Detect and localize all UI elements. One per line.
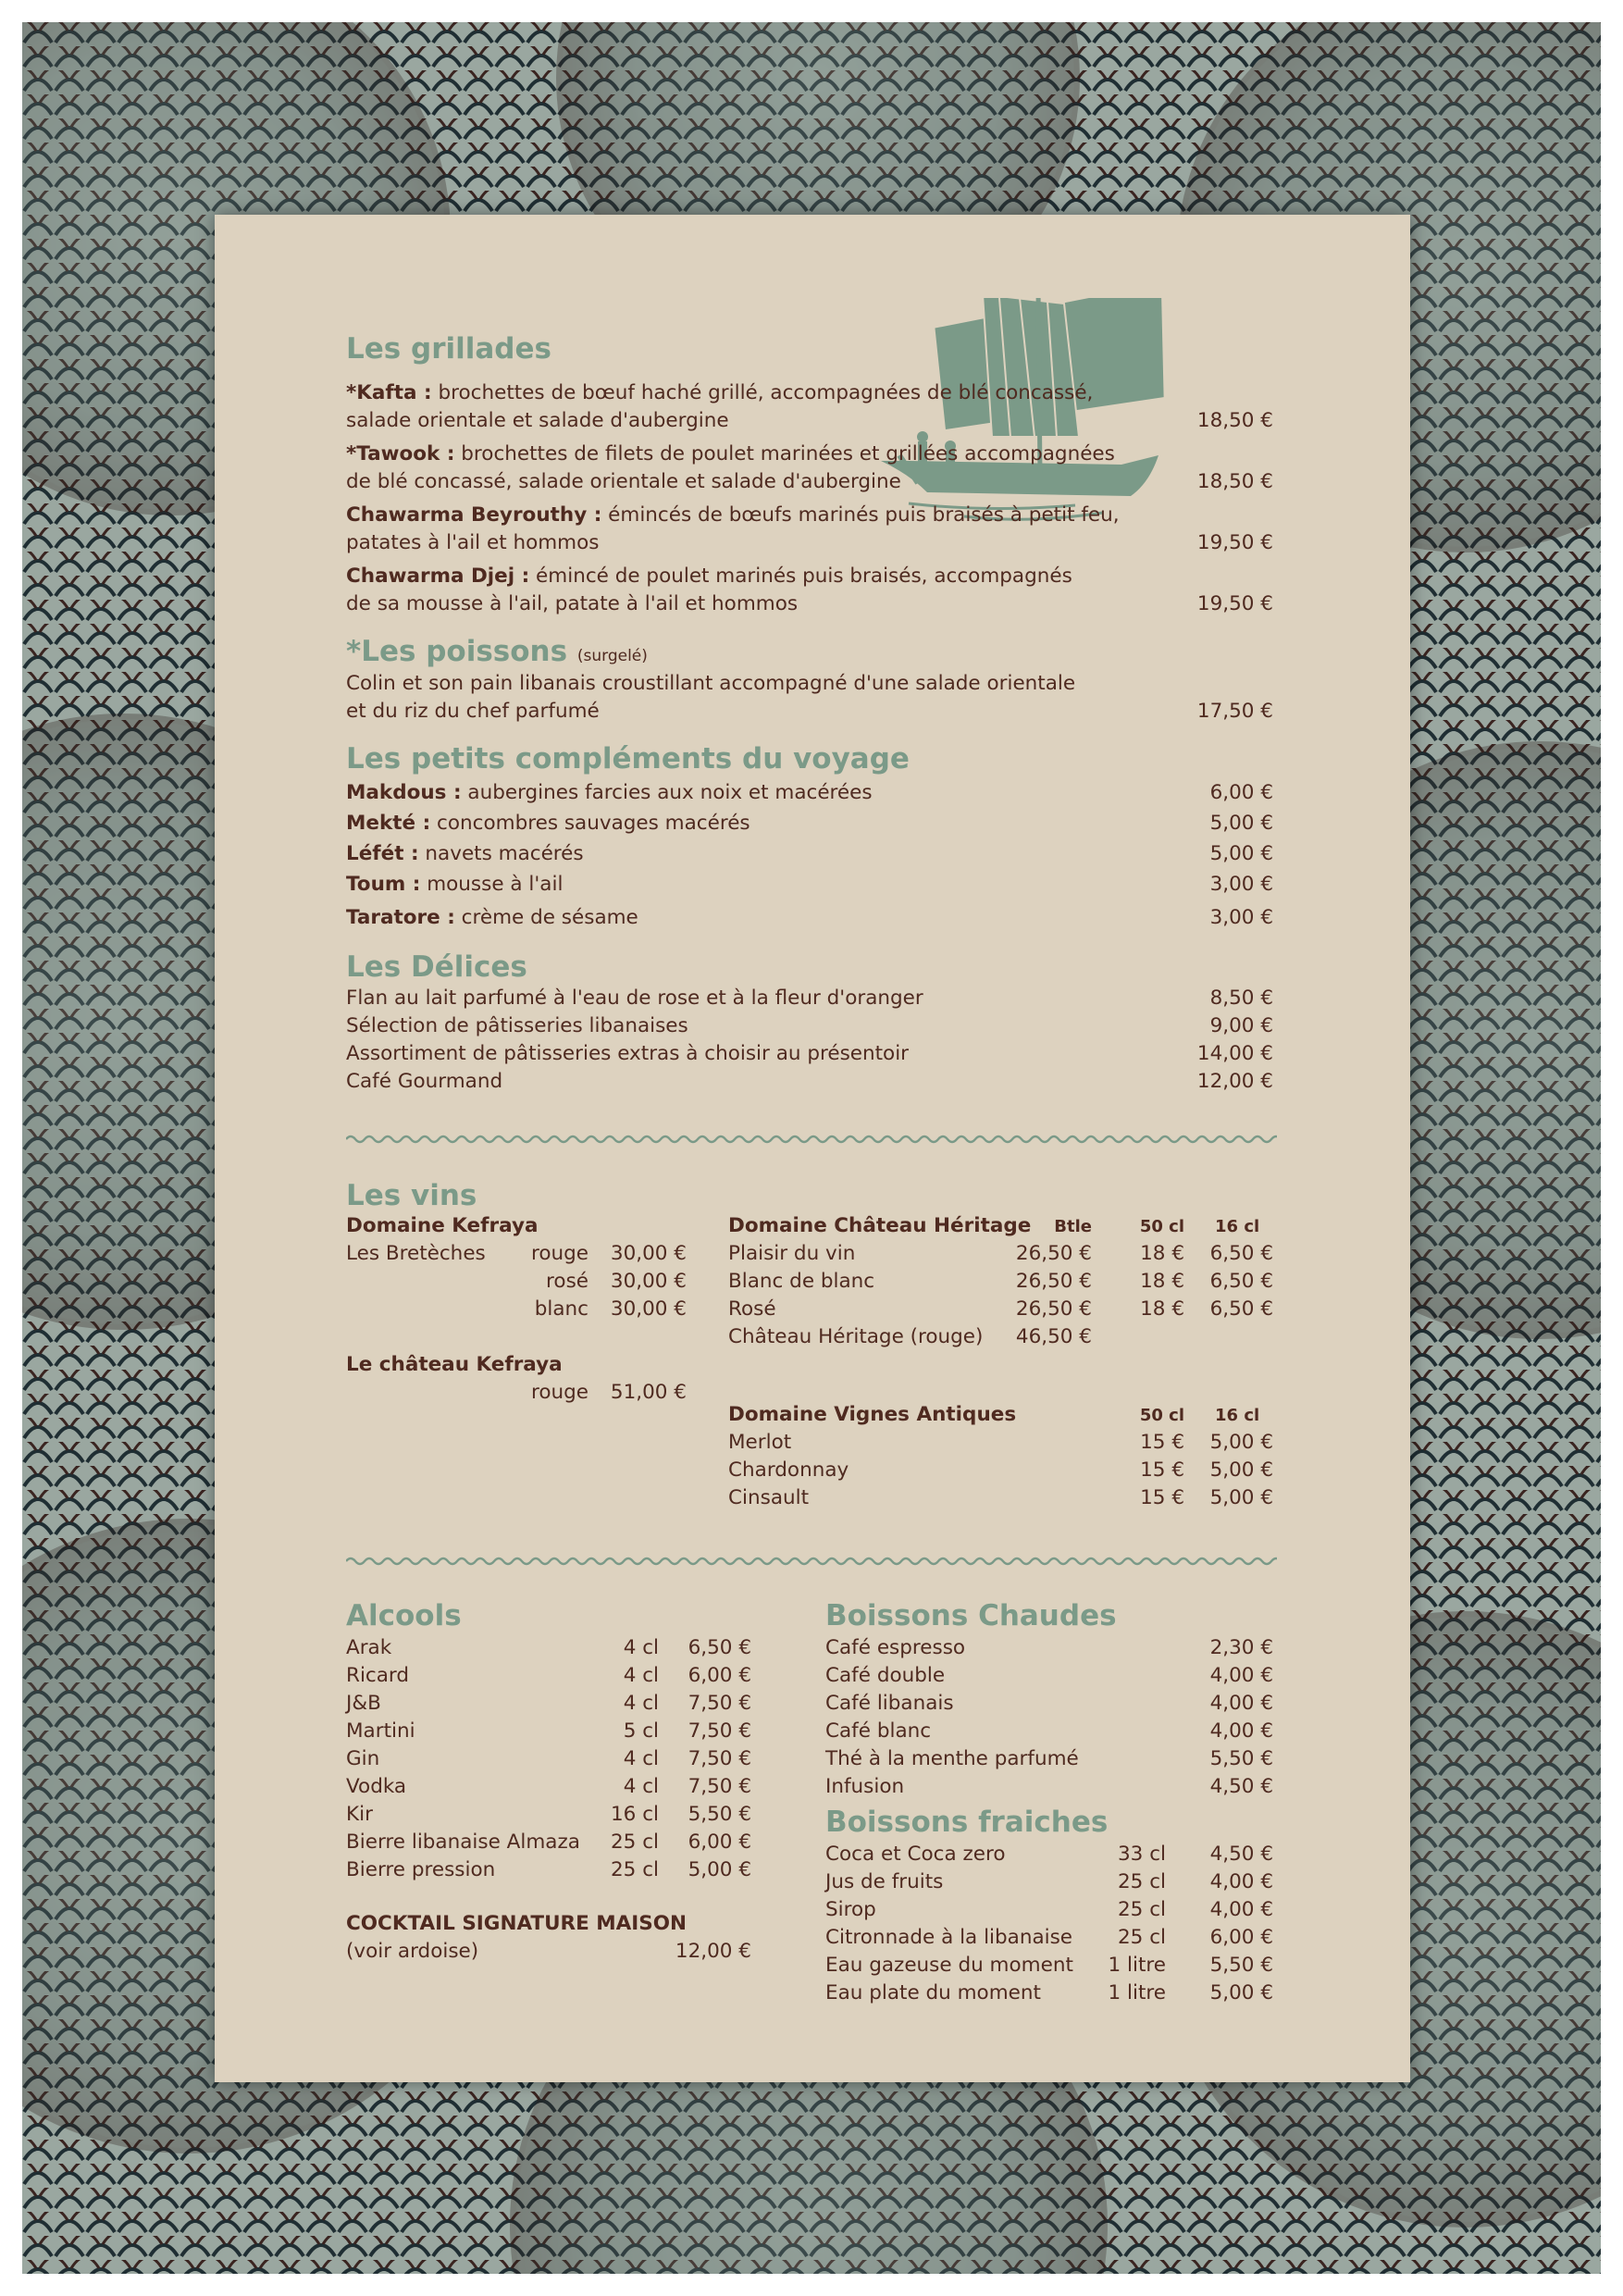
menu-item-tawook <box>346 441 1273 496</box>
heritage-col-16cl: 16 cl <box>1215 1217 1260 1236</box>
alcool-volume: 4 cl <box>623 1692 659 1715</box>
item-price: 19,50 € <box>1196 592 1273 615</box>
heritage-btle-price: 26,50 € <box>1015 1242 1092 1265</box>
kefraya-price: 30,00 € <box>610 1297 687 1321</box>
heritage-col-50cl: 50 cl <box>1139 1217 1184 1236</box>
boisson-fraiche-name: Coca et Coca zero <box>825 1843 1006 1866</box>
boisson-fraiche-volume: 25 cl <box>1118 1926 1166 1949</box>
alcool-price: 6,50 € <box>688 1636 751 1659</box>
alcool-volume: 25 cl <box>611 1858 659 1881</box>
item-name: Mekté : <box>346 812 431 835</box>
boisson-chaude-price: 4,00 € <box>1209 1664 1273 1687</box>
antiques-16cl-price: 5,00 € <box>1209 1431 1273 1454</box>
wave-divider <box>346 1131 1277 1148</box>
item-desc: émincés de bœufs marinés puis braisés à petit feu, <box>601 503 1120 527</box>
menu-item-lefet <box>346 840 1273 868</box>
kefraya-price: 30,00 € <box>610 1270 687 1293</box>
heritage-btle-price: 26,50 € <box>1015 1297 1092 1321</box>
item-name: *Tawook : <box>346 442 455 465</box>
boisson-chaude-name: Café espresso <box>825 1636 966 1659</box>
boisson-fraiche-name: Jus de fruits <box>825 1870 944 1893</box>
item-desc: concombres sauvages macérés <box>430 812 750 835</box>
item-desc: brochettes de filets de poulet marinées et grillées accompagnées <box>454 442 1115 465</box>
boisson-fraiche-volume: 25 cl <box>1118 1898 1166 1921</box>
item-desc: Café Gourmand <box>346 1070 503 1093</box>
boisson-chaude-price: 2,30 € <box>1209 1636 1273 1659</box>
alcool-name: Bierre pression <box>346 1858 496 1881</box>
alcool-name: Bierre libanaise Almaza <box>346 1831 580 1854</box>
item-desc: Assortiment de pâtisseries extras à choisir au présentoir <box>346 1042 910 1065</box>
boisson-fraiche-price: 5,00 € <box>1209 1981 1273 2004</box>
item-price: 17,50 € <box>1196 700 1273 723</box>
item-desc-line2: salade orientale et salade d'aubergine <box>346 409 729 432</box>
alcool-price: 7,50 € <box>688 1747 751 1770</box>
boisson-chaude-name: Infusion <box>825 1775 905 1798</box>
section-title-vins: Les vins <box>346 1179 477 1212</box>
alcool-volume: 25 cl <box>611 1831 659 1854</box>
poissons-title: *Les poissons <box>346 635 568 668</box>
wave-divider <box>346 1553 1277 1570</box>
heritage-wine: Rosé <box>728 1297 776 1321</box>
heritage-wine: Château Héritage (rouge) <box>728 1325 984 1348</box>
antiques-wine: Chardonnay <box>728 1458 849 1482</box>
menu-item-chawarma-djej <box>346 563 1273 618</box>
antiques-16cl-price: 5,00 € <box>1209 1458 1273 1482</box>
kefraya-color: rouge <box>530 1242 588 1265</box>
boisson-fraiche-price: 4,50 € <box>1209 1843 1273 1866</box>
menu-item-colin <box>346 670 1273 726</box>
item-price: 14,00 € <box>1196 1042 1273 1065</box>
alcool-name: Ricard <box>346 1664 410 1687</box>
menu-item-chawarma-beyrouthy <box>346 502 1273 557</box>
item-name: Makdous : <box>346 781 462 804</box>
item-desc-line2: de blé concassé, salade orientale et salade d'aubergine <box>346 470 901 493</box>
item-name: Toum : <box>346 873 421 896</box>
kefraya-color: rosé <box>546 1270 588 1293</box>
antiques-col-16cl: 16 cl <box>1215 1406 1260 1425</box>
item-desc: émincé de poulet marinés puis braisés, accompagnés <box>529 565 1072 588</box>
antiques-col-50cl: 50 cl <box>1139 1406 1184 1425</box>
alcool-volume: 16 cl <box>611 1803 659 1826</box>
menu-item-patisseries <box>346 1012 1273 1040</box>
antiques-wine: Merlot <box>728 1431 792 1454</box>
kefraya-color: blanc <box>534 1297 588 1321</box>
antiques-wine: Cinsault <box>728 1486 810 1509</box>
boisson-fraiche-volume: 1 litre <box>1108 1954 1166 1977</box>
boisson-chaude-name: Café double <box>825 1664 946 1687</box>
item-desc: aubergines farcies aux noix et macérées <box>461 781 873 804</box>
item-name: Taratore : <box>346 906 455 929</box>
antiques-50cl-price: 15 € <box>1140 1458 1184 1482</box>
poissons-note: (surgelé) <box>576 647 648 665</box>
chateau-kefraya-color: rouge <box>530 1381 588 1404</box>
cocktail-desc: (voir ardoise) <box>346 1940 479 1963</box>
heritage-50cl-price: 18 € <box>1140 1297 1184 1321</box>
antiques-16cl-price: 5,00 € <box>1209 1486 1273 1509</box>
boisson-fraiche-name: Sirop <box>825 1898 876 1921</box>
section-title-delices: Les Délices <box>346 950 527 984</box>
item-price: 18,50 € <box>1196 470 1273 493</box>
boisson-fraiche-volume: 1 litre <box>1108 1981 1166 2004</box>
cocktail-title: COCKTAIL SIGNATURE MAISON <box>346 1912 688 1935</box>
item-price: 19,50 € <box>1196 531 1273 554</box>
antiques-title: Domaine Vignes Antiques <box>728 1403 1017 1426</box>
boisson-chaude-price: 4,50 € <box>1209 1775 1273 1798</box>
alcool-price: 7,50 € <box>688 1692 751 1715</box>
alcool-price: 7,50 € <box>688 1719 751 1743</box>
alcool-price: 6,00 € <box>688 1831 751 1854</box>
alcool-price: 6,00 € <box>688 1664 751 1687</box>
menu-item-kafta <box>346 379 1273 435</box>
item-price: 8,50 € <box>1209 987 1273 1010</box>
boisson-chaude-name: Café blanc <box>825 1719 932 1743</box>
item-desc: Colin et son pain libanais croustillant accompagné d'une salade orientale <box>346 672 1076 695</box>
alcool-name: J&B <box>346 1692 381 1715</box>
section-title-boissons-chaudes: Boissons Chaudes <box>825 1599 1117 1632</box>
alcool-price: 5,50 € <box>688 1803 751 1826</box>
item-name: *Kafta : <box>346 381 432 404</box>
heritage-16cl-price: 6,50 € <box>1209 1297 1273 1321</box>
boisson-fraiche-price: 4,00 € <box>1209 1870 1273 1893</box>
menu-item-cafe-gourmand <box>346 1068 1273 1096</box>
chateau-kefraya-title: Le château Kefraya <box>346 1353 563 1376</box>
item-price: 18,50 € <box>1196 409 1273 432</box>
alcool-name: Vodka <box>346 1775 407 1798</box>
heritage-wine: Plaisir du vin <box>728 1242 856 1265</box>
heritage-col-btle: Btle <box>1054 1217 1092 1236</box>
boisson-fraiche-price: 5,50 € <box>1209 1954 1273 1977</box>
boisson-fraiche-volume: 33 cl <box>1118 1843 1166 1866</box>
heritage-wine: Blanc de blanc <box>728 1270 875 1293</box>
boisson-chaude-name: Thé à la menthe parfumé <box>825 1747 1079 1770</box>
item-desc-line2: de sa mousse à l'ail, patate à l'ail et hommos <box>346 592 799 615</box>
boisson-fraiche-name: Eau plate du moment <box>825 1981 1041 2004</box>
kefraya-price: 30,00 € <box>610 1242 687 1265</box>
menu-item-toum <box>346 871 1273 899</box>
menu-item-makdous <box>346 779 1273 807</box>
alcool-volume: 4 cl <box>623 1664 659 1687</box>
boisson-fraiche-price: 6,00 € <box>1209 1926 1273 1949</box>
heritage-btle-price: 46,50 € <box>1015 1325 1092 1348</box>
item-price: 5,00 € <box>1209 812 1273 835</box>
item-desc: navets macérés <box>418 842 584 865</box>
boisson-chaude-price: 4,00 € <box>1209 1692 1273 1715</box>
antiques-50cl-price: 15 € <box>1140 1431 1184 1454</box>
item-desc: Sélection de pâtisseries libanaises <box>346 1014 688 1037</box>
kefraya-title: Domaine Kefraya <box>346 1214 539 1237</box>
boisson-chaude-name: Café libanais <box>825 1692 954 1715</box>
heritage-50cl-price: 18 € <box>1140 1242 1184 1265</box>
kefraya-wine-name: Les Bretèches <box>346 1242 486 1265</box>
item-name: Chawarma Beyrouthy : <box>346 503 602 527</box>
alcool-volume: 4 cl <box>623 1747 659 1770</box>
heritage-16cl-price: 6,50 € <box>1209 1242 1273 1265</box>
boisson-fraiche-name: Citronnade à la libanaise <box>825 1926 1073 1949</box>
boisson-chaude-price: 4,00 € <box>1209 1719 1273 1743</box>
item-price: 6,00 € <box>1209 781 1273 804</box>
alcool-name: Kir <box>346 1803 373 1826</box>
heritage-50cl-price: 18 € <box>1140 1270 1184 1293</box>
alcool-volume: 4 cl <box>623 1636 659 1659</box>
alcool-price: 5,00 € <box>688 1858 751 1881</box>
item-desc: crème de sésame <box>454 906 638 929</box>
section-title-poissons <box>346 633 648 675</box>
boisson-fraiche-price: 4,00 € <box>1209 1898 1273 1921</box>
item-desc: Flan au lait parfumé à l'eau de rose et à la fleur d'oranger <box>346 987 923 1010</box>
alcool-name: Gin <box>346 1747 380 1770</box>
heritage-title: Domaine Château Héritage <box>728 1214 1032 1237</box>
item-desc-line2: et du riz du chef parfumé <box>346 700 600 723</box>
antiques-50cl-price: 15 € <box>1140 1486 1184 1509</box>
alcool-name: Arak <box>346 1636 392 1659</box>
item-desc-line2: patates à l'ail et hommos <box>346 531 600 554</box>
boisson-chaude-price: 5,50 € <box>1209 1747 1273 1770</box>
boisson-fraiche-volume: 25 cl <box>1118 1870 1166 1893</box>
alcool-name: Martini <box>346 1719 415 1743</box>
cocktail-price: 12,00 € <box>675 1940 751 1963</box>
item-price: 9,00 € <box>1209 1014 1273 1037</box>
item-desc: mousse à l'ail <box>420 873 564 896</box>
item-name: Léfét : <box>346 842 419 865</box>
item-price: 3,00 € <box>1209 873 1273 896</box>
heritage-btle-price: 26,50 € <box>1015 1270 1092 1293</box>
menu-item-mekte <box>346 810 1273 838</box>
item-price: 3,00 € <box>1209 906 1273 929</box>
alcool-volume: 4 cl <box>623 1775 659 1798</box>
menu-item-flan <box>346 985 1273 1012</box>
section-title-grillades: Les grillades <box>346 332 551 366</box>
boisson-fraiche-name: Eau gazeuse du moment <box>825 1954 1073 1977</box>
item-name: Chawarma Djej : <box>346 565 530 588</box>
section-title-complements: Les petits compléments du voyage <box>346 742 910 776</box>
menu-item-taratore <box>346 904 1273 932</box>
alcool-volume: 5 cl <box>623 1719 659 1743</box>
chateau-kefraya-price: 51,00 € <box>610 1381 687 1404</box>
item-desc: brochettes de bœuf haché grillé, accompagnées de blé concassé, <box>431 381 1094 404</box>
item-price: 5,00 € <box>1209 842 1273 865</box>
item-price: 12,00 € <box>1196 1070 1273 1093</box>
section-title-boissons-fraiches: Boissons fraiches <box>825 1806 1109 1839</box>
heritage-16cl-price: 6,50 € <box>1209 1270 1273 1293</box>
section-title-alcools: Alcools <box>346 1599 462 1632</box>
menu-item-assortiment <box>346 1040 1273 1068</box>
alcool-price: 7,50 € <box>688 1775 751 1798</box>
